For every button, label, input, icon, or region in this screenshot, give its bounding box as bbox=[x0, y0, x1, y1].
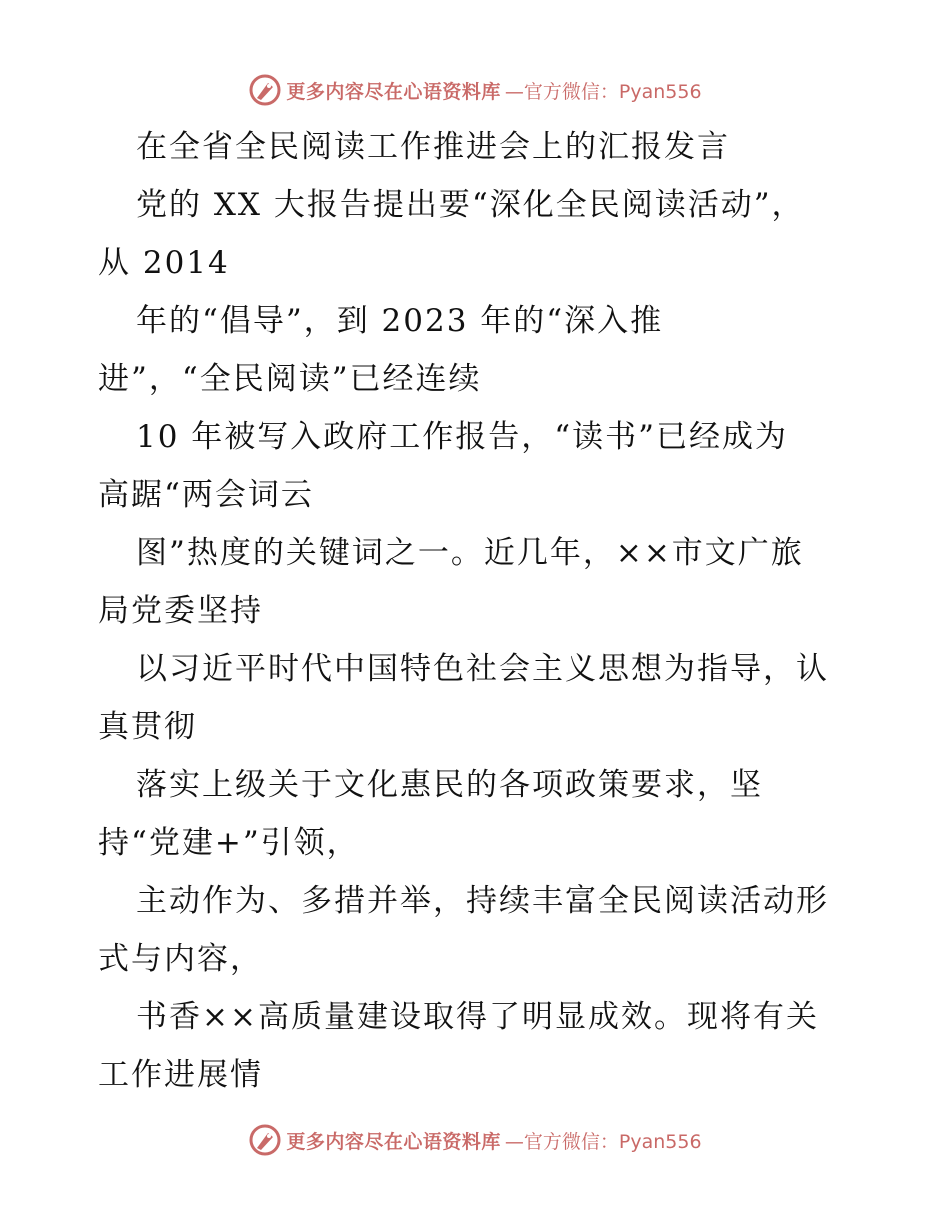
text-line: 真贯彻 bbox=[98, 709, 197, 745]
text-line: 年的“倡导”，到 2023 年的“深入推 bbox=[136, 303, 664, 339]
text-line: 工作进展情 bbox=[98, 1057, 263, 1093]
text-line: 书香××高质量建设取得了明显成效。现将有关 bbox=[136, 999, 819, 1035]
text-line: 在全省全民阅读工作推进会上的汇报发言 bbox=[136, 129, 730, 165]
document-body bbox=[98, 118, 858, 1104]
text-line: 10 年被写入政府工作报告，“读书”已经成为 bbox=[136, 419, 788, 455]
text-line: 党的 XX 大报告提出要“深化全民阅读活动”， bbox=[136, 187, 805, 223]
text-line: 以习近平时代中国特色社会主义思想为指导，认 bbox=[136, 651, 829, 687]
pen-nib-logo-icon bbox=[248, 73, 282, 107]
footer-watermark bbox=[0, 1120, 950, 1160]
text-line: 局党委坚持 bbox=[98, 593, 263, 629]
pen-nib-logo-icon bbox=[248, 1123, 282, 1157]
watermark-text: 更多内容尽在心语资料库 bbox=[286, 1130, 501, 1153]
text-line: 高踞“两会词云 bbox=[98, 477, 314, 513]
text-line: 落实上级关于文化惠民的各项政策要求，坚 bbox=[136, 767, 763, 803]
text-line: 主动作为、多措并举，持续丰富全民阅读活动形 bbox=[136, 883, 829, 919]
watermark-content bbox=[248, 1123, 701, 1157]
text-line: 从 2014 bbox=[98, 245, 230, 281]
text-line: 图”热度的关键词之一。近几年，××市文广旅 bbox=[136, 535, 804, 571]
header-watermark bbox=[0, 70, 950, 110]
text-line: 进”，“全民阅读”已经连续 bbox=[98, 361, 482, 397]
watermark-text: 更多内容尽在心语资料库 bbox=[286, 80, 501, 103]
watermark-contact: —官方微信：Pyan556 bbox=[504, 80, 702, 103]
watermark-contact: —官方微信：Pyan556 bbox=[504, 1130, 702, 1153]
text-line: 式与内容， bbox=[98, 941, 263, 977]
text-line: 持“党建+”引领， bbox=[98, 825, 360, 861]
watermark-content bbox=[248, 73, 701, 107]
